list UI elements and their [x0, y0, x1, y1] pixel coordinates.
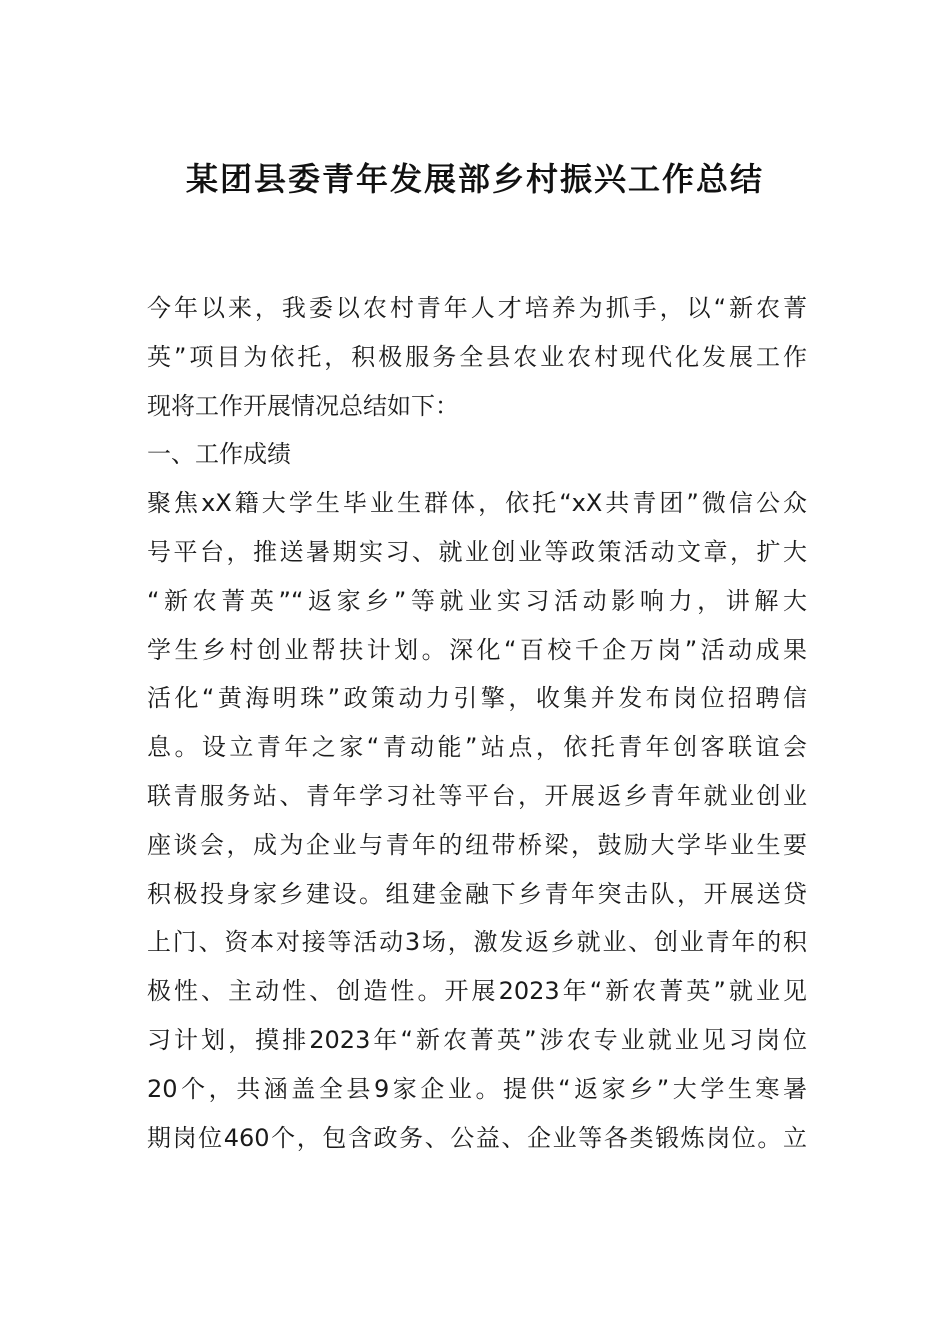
- document-body: [147, 284, 807, 1162]
- body-line-1: 今年以来，我委以农村青年人才培养为抓手，以“新农菁: [147, 294, 807, 322]
- body-line-13: 积极投身家乡建设。组建金融下乡青年突击队，开展送贷: [147, 879, 807, 908]
- body-line-14: 上门、资本对接等活动3场，激发返乡就业、创业青年的积: [147, 928, 807, 957]
- body-line-17: 20个，共涵盖全县9家企业。提供“返家乡”大学生寒暑: [147, 1074, 807, 1103]
- body-line-8: 学生乡村创业帮扶计划。深化“百校千企万岗”活动成果: [147, 635, 807, 664]
- body-line-15: 极性、主动性、创造性。开展2023年“新农菁英”就业见: [147, 977, 807, 1006]
- section-heading-achievements: 一、工作成绩: [147, 440, 291, 469]
- body-line-2: 英”项目为依托，积极服务全县农业农村现代化发展工作: [147, 342, 807, 371]
- body-line-9: 活化“黄海明珠”政策动力引擎，收集并发布岗位招聘信: [147, 684, 807, 713]
- body-line-3: 现将工作开展情况总结如下：: [147, 391, 459, 420]
- body-line-11: 联青服务站、青年学习社等平台，开展返乡青年就业创业: [147, 781, 807, 810]
- document-title: 某团县委青年发展部乡村振兴工作总结: [185, 160, 764, 198]
- body-line-6: 号平台，推送暑期实习、就业创业等政策活动文章，扩大: [147, 537, 807, 566]
- body-line-7: “新农菁英”“返家乡”等就业实习活动影响力，讲解大: [147, 586, 807, 615]
- body-line-5: 聚焦xX籍大学生毕业生群体，依托“xX共青团”微信公众: [147, 489, 807, 518]
- body-line-12: 座谈会，成为企业与青年的纽带桥梁，鼓励大学毕业生要: [147, 830, 807, 859]
- body-line-18: 期岗位460个，包含政务、公益、企业等各类锻炼岗位。立: [147, 1123, 807, 1152]
- body-line-16: 习计划，摸排2023年“新农菁英”涉农专业就业见习岗位: [147, 1025, 807, 1054]
- body-line-10: 息。设立青年之家“青动能”站点，依托青年创客联谊会: [147, 733, 807, 762]
